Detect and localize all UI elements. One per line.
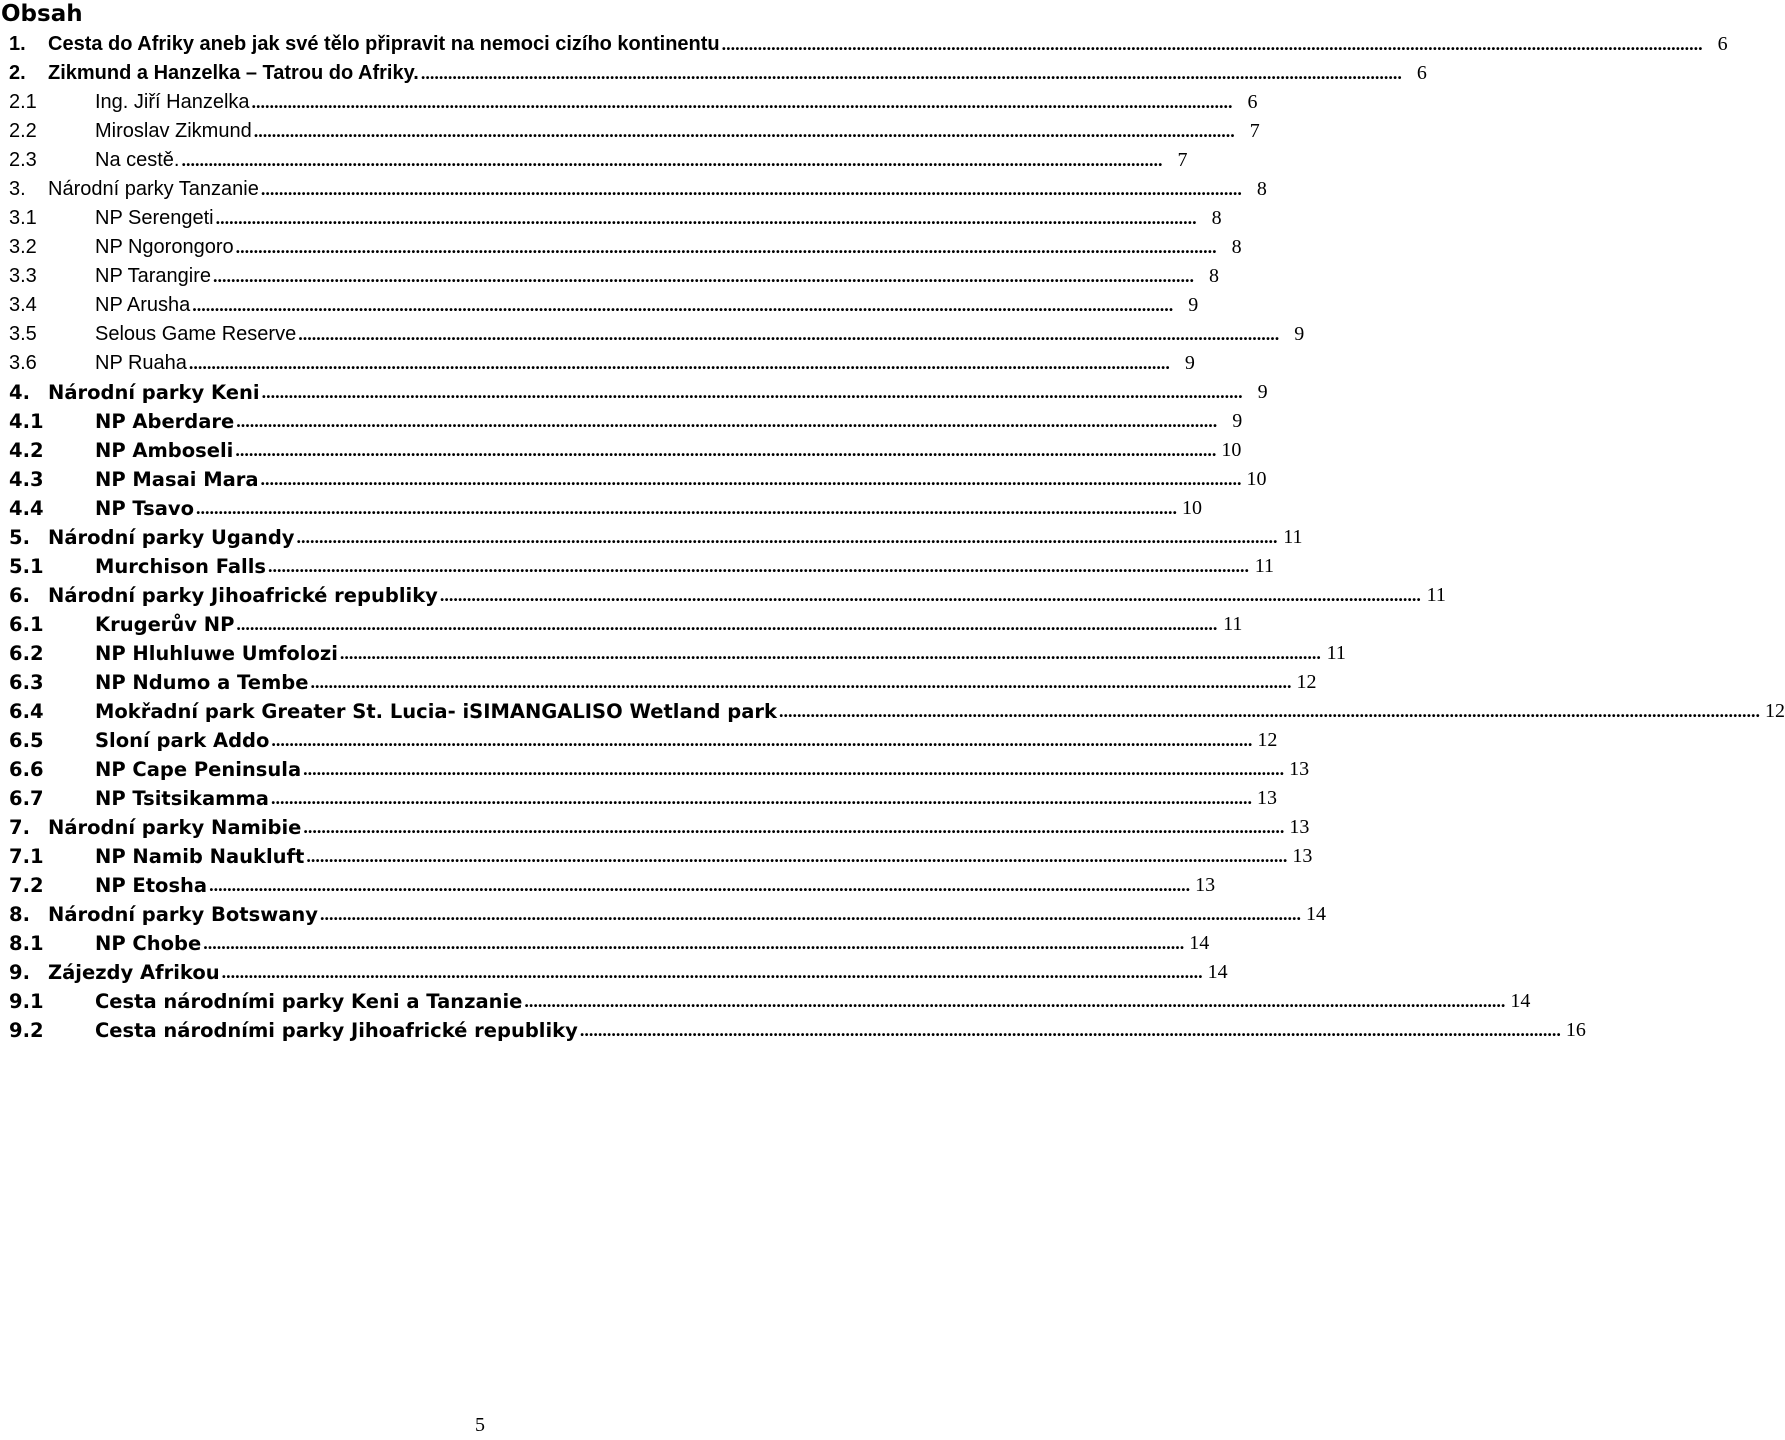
toc-entry-page: 10 [1246,468,1267,490]
toc-entry-page: 6 [1416,62,1427,84]
toc-entry-page: 11 [1426,584,1446,606]
toc-entry-page: 16 [1565,1019,1586,1041]
toc-entry-page: 13 [1292,845,1313,867]
toc-entry-title: NP Namib Naukluft [95,845,305,868]
toc-entry-title: Krugerův NP [95,613,235,636]
toc-entry-number: 4.3 [9,468,44,491]
toc-entry-title: Zikmund a Hanzelka – Tatrou do Afriky. [48,62,419,84]
toc-entry-title: Cesta národními parky Keni a Tanzanie [95,990,523,1013]
toc-entry-page: 8 [1209,265,1219,287]
toc-entry-number: 2.1 [9,91,37,113]
toc-entry-title: NP Cape Peninsula [95,758,302,781]
toc-entry[interactable] [9,175,1267,204]
toc-entry[interactable] [9,1016,1586,1045]
toc-entry-title: NP Ndumo a Tembe [95,671,309,694]
toc-entry-page: 9 [1294,323,1305,345]
toc-dot-leader: .......................................................................................................................................................................................................................... [296,527,1278,547]
toc-entry-number: 8. [9,903,30,926]
toc-entry[interactable] [9,929,1210,958]
toc-entry[interactable] [9,117,1260,146]
toc-entry[interactable] [9,668,1317,697]
toc-entry-number: 6.7 [9,787,44,810]
toc-entry-number: 6.3 [9,671,44,694]
toc-entry-page: 9 [1257,381,1268,403]
toc-entry-number: 7. [9,816,30,839]
toc-dot-leader: .......................................................................................................................................................................................................................... [221,962,1203,982]
toc-entry-title: NP Arusha [95,294,191,316]
toc-entry-title: NP Chobe [95,932,202,955]
toc-entry-title: NP Etosha [95,874,208,897]
toc-entry-page: 9 [1184,352,1195,374]
toc-entry-title: Národní parky Botswany [48,903,318,926]
toc-dot-leader: .......................................................................................................................................................................................................................... [236,411,1218,431]
toc-dot-leader: .......................................................................................................................................................................................................................... [261,382,1243,402]
toc-entry[interactable] [9,494,1202,523]
toc-entry[interactable] [9,697,1785,726]
toc-dot-leader: .......................................................................................................................................................................................................................... [235,440,1217,460]
toc-entry-title: Murchison Falls [95,555,267,578]
toc-entry[interactable] [9,436,1242,465]
toc-entry-title: Na cestě. [95,149,180,171]
toc-dot-leader: .......................................................................................................................................................................................................................... [188,353,1170,373]
toc-entry-page: 6 [1247,91,1258,113]
toc-entry-title: NP Tsitsikamma [95,787,269,810]
toc-entry-number: 4. [9,381,30,404]
toc-entry-page: 12 [1765,700,1785,722]
toc-entry-title: NP Tsavo [95,497,194,520]
toc-entry-page: 10 [1182,497,1202,519]
toc-entry-page: 14 [1305,903,1326,925]
toc-entry[interactable] [9,871,1216,900]
toc-entry-title: Národní parky Keni [48,381,260,404]
toc-entry-number: 2.2 [9,120,37,142]
toc-dot-leader: .......................................................................................................................................................................................................................... [215,208,1197,228]
toc-entry[interactable] [9,407,1243,436]
toc-entry-number: 3.3 [9,265,37,287]
toc-entry[interactable] [9,465,1267,494]
toc-entry-title: Selous Game Reserve [95,323,297,345]
toc-entry-title: Ing. Jiří Hanzelka [95,91,250,113]
toc-entry-page: 13 [1289,816,1310,838]
toc-entry-number: 6. [9,584,30,607]
toc-entry-number: 9.1 [9,990,44,1013]
toc-entry-page: 13 [1256,787,1277,809]
toc-entry-title: NP Ngorongoro [95,236,234,258]
toc-entry-title: Národní parky Jihoafrické republiky [48,584,438,607]
toc-dot-leader: .......................................................................................................................................................................................................................... [260,469,1242,489]
toc-entry-number: 5. [9,526,30,549]
toc-entry[interactable] [9,204,1222,233]
page-number: 5 [475,1414,485,1436]
toc-entry-number: 2.3 [9,149,37,171]
toc-entry-title: NP Ruaha [95,352,187,374]
page-title: Obsah [1,1,83,27]
toc-entry-title: Cesta národními parky Jihoafrické republiky [95,1019,578,1042]
toc-entry-title: NP Tarangire [95,265,211,287]
toc-dot-leader: .......................................................................................................................................................................................................................... [213,266,1194,286]
toc-entry[interactable] [9,842,1313,871]
toc-entry-title: Cesta do Afriky aneb jak své tělo připravit na nemoci cizího kontinentu [48,33,720,55]
toc-dot-leader: .......................................................................................................................................................................................................................... [319,904,1301,924]
toc-entry-page: 10 [1221,439,1242,461]
toc-entry-title: NP Masai Mara [95,468,259,491]
toc-entry[interactable] [9,813,1310,842]
toc-entry-title: Mokřadní park Greater St. Lucia- iSIMANGALISO Wetland park [95,700,777,723]
toc-entry-number: 6.1 [9,613,44,636]
toc-dot-leader: .......................................................................................................................................................................................................................... [236,614,1218,634]
toc-dot-leader: .......................................................................................................................................................................................................................... [524,991,1506,1011]
toc-dot-leader: .......................................................................................................................................................................................................................... [298,324,1280,344]
toc-entry[interactable] [9,581,1446,610]
toc-entry-page: 8 [1211,207,1222,229]
toc-entry-number: 9. [9,961,30,984]
toc-dot-leader: .......................................................................................................................................................................................................................... [209,875,1191,895]
toc-dot-leader: .......................................................................................................................................................................................................................... [270,788,1252,808]
toc-entry[interactable] [9,320,1305,349]
toc-entry[interactable] [9,30,1728,59]
toc-entry-number: 2. [9,62,26,84]
toc-entry-page: 9 [1188,294,1199,316]
toc-entry-title: NP Aberdare [95,410,235,433]
toc-entry-page: 6 [1717,33,1728,55]
toc-entry[interactable] [9,755,1310,784]
toc-entry-page: 7 [1249,120,1260,142]
toc-entry-number: 5.1 [9,555,44,578]
toc-entry-title: Národní parky Tanzanie [48,178,259,200]
toc-entry-number: 6.2 [9,642,44,665]
toc-entry-number: 7.1 [9,845,44,868]
table-of-contents [9,30,1785,1045]
toc-entry-page: 8 [1256,178,1267,200]
toc-entry[interactable] [9,233,1242,262]
toc-entry[interactable] [9,900,1326,929]
toc-entry-number: 3.2 [9,236,37,258]
toc-entry[interactable] [9,552,1275,581]
toc-entry[interactable] [9,610,1243,639]
toc-entry[interactable] [9,523,1303,552]
toc-dot-leader: .......................................................................................................................................................................................................................... [721,34,1703,54]
toc-dot-leader: .......................................................................................................................................................................................................................... [339,643,1321,663]
toc-dot-leader: .......................................................................................................................................................................................................................... [235,237,1217,257]
toc-dot-leader: .......................................................................................................................................................................................................................... [251,92,1233,112]
toc-dot-leader: .......................................................................................................................................................................................................................... [203,933,1185,953]
toc-entry-page: 12 [1296,671,1317,693]
toc-dot-leader: .......................................................................................................................................................................................................................... [303,817,1285,837]
toc-entry-page: 14 [1207,961,1228,983]
toc-entry[interactable] [9,784,1277,813]
toc-dot-leader: .......................................................................................................................................................................................................................... [303,759,1285,779]
toc-entry-title: Národní parky Namibie [48,816,302,839]
toc-entry-number: 4.4 [9,497,44,520]
toc-entry-page: 11 [1223,613,1243,635]
toc-entry-page: 11 [1283,526,1303,548]
toc-entry-page: 12 [1257,729,1278,751]
toc-dot-leader: .......................................................................................................................................................................................................................... [253,121,1235,141]
toc-dot-leader: .......................................................................................................................................................................................................................... [196,498,1177,518]
toc-entry-page: 11 [1254,555,1275,577]
toc-entry[interactable] [9,262,1219,291]
toc-dot-leader: .......................................................................................................................................................................................................................... [310,672,1292,692]
toc-dot-leader: .......................................................................................................................................................................................................................... [439,585,1421,605]
toc-entry-title: NP Amboseli [95,439,234,462]
toc-entry-page: 11 [1326,642,1346,664]
toc-entry-number: 3.4 [9,294,37,316]
toc-entry-number: 4.1 [9,410,44,433]
toc-dot-leader: .......................................................................................................................................................................................................................... [192,295,1174,315]
toc-entry-number: 8.1 [9,932,44,955]
toc-entry[interactable] [9,639,1346,668]
toc-entry-title: Zájezdy Afrikou [48,961,220,984]
toc-entry-page: 13 [1289,758,1310,780]
toc-entry[interactable] [9,378,1268,407]
toc-entry-page: 9 [1232,410,1243,432]
toc-entry[interactable] [9,958,1228,987]
toc-dot-leader: .......................................................................................................................................................................................................................... [271,730,1253,750]
toc-entry[interactable] [9,291,1199,320]
toc-entry-number: 3.1 [9,207,37,229]
toc-entry[interactable] [9,726,1278,755]
toc-entry-title: Miroslav Zikmund [95,120,252,142]
toc-dot-leader: .......................................................................................................................................................................................................................... [779,701,1760,721]
toc-entry-number: 3. [9,178,26,200]
toc-dot-leader: .......................................................................................................................................................................................................................... [181,150,1163,170]
toc-entry-number: 6.6 [9,758,44,781]
toc-dot-leader: .......................................................................................................................................................................................................................... [260,179,1242,199]
toc-entry-page: 13 [1195,874,1216,896]
toc-dot-leader: .......................................................................................................................................................................................................................... [268,556,1250,576]
toc-entry[interactable] [9,59,1427,88]
toc-entry-title: NP Serengeti [95,207,214,229]
toc-entry-number: 6.4 [9,700,44,723]
toc-entry-page: 14 [1189,932,1210,954]
toc-entry-page: 8 [1231,236,1242,258]
toc-entry-title: Národní parky Ugandy [48,526,295,549]
toc-entry-title: Sloní park Addo [95,729,270,752]
toc-entry-number: 9.2 [9,1019,44,1042]
toc-entry-page: 14 [1510,990,1531,1012]
toc-entry[interactable] [9,349,1195,378]
toc-entry-number: 7.2 [9,874,44,897]
toc-dot-leader: .......................................................................................................................................................................................................................... [306,846,1288,866]
toc-entry-number: 4.2 [9,439,44,462]
toc-entry-number: 1. [9,33,26,55]
toc-entry[interactable] [9,987,1531,1016]
toc-dot-leader: .......................................................................................................................................................................................................................... [420,63,1402,83]
toc-entry[interactable] [9,146,1188,175]
toc-dot-leader: .......................................................................................................................................................................................................................... [579,1020,1561,1040]
toc-entry-page: 7 [1177,149,1188,171]
toc-entry-number: 6.5 [9,729,44,752]
toc-entry[interactable] [9,88,1258,117]
toc-entry-title: NP Hluhluwe Umfolozi [95,642,338,665]
toc-entry-number: 3.5 [9,323,37,345]
toc-entry-number: 3.6 [9,352,37,374]
